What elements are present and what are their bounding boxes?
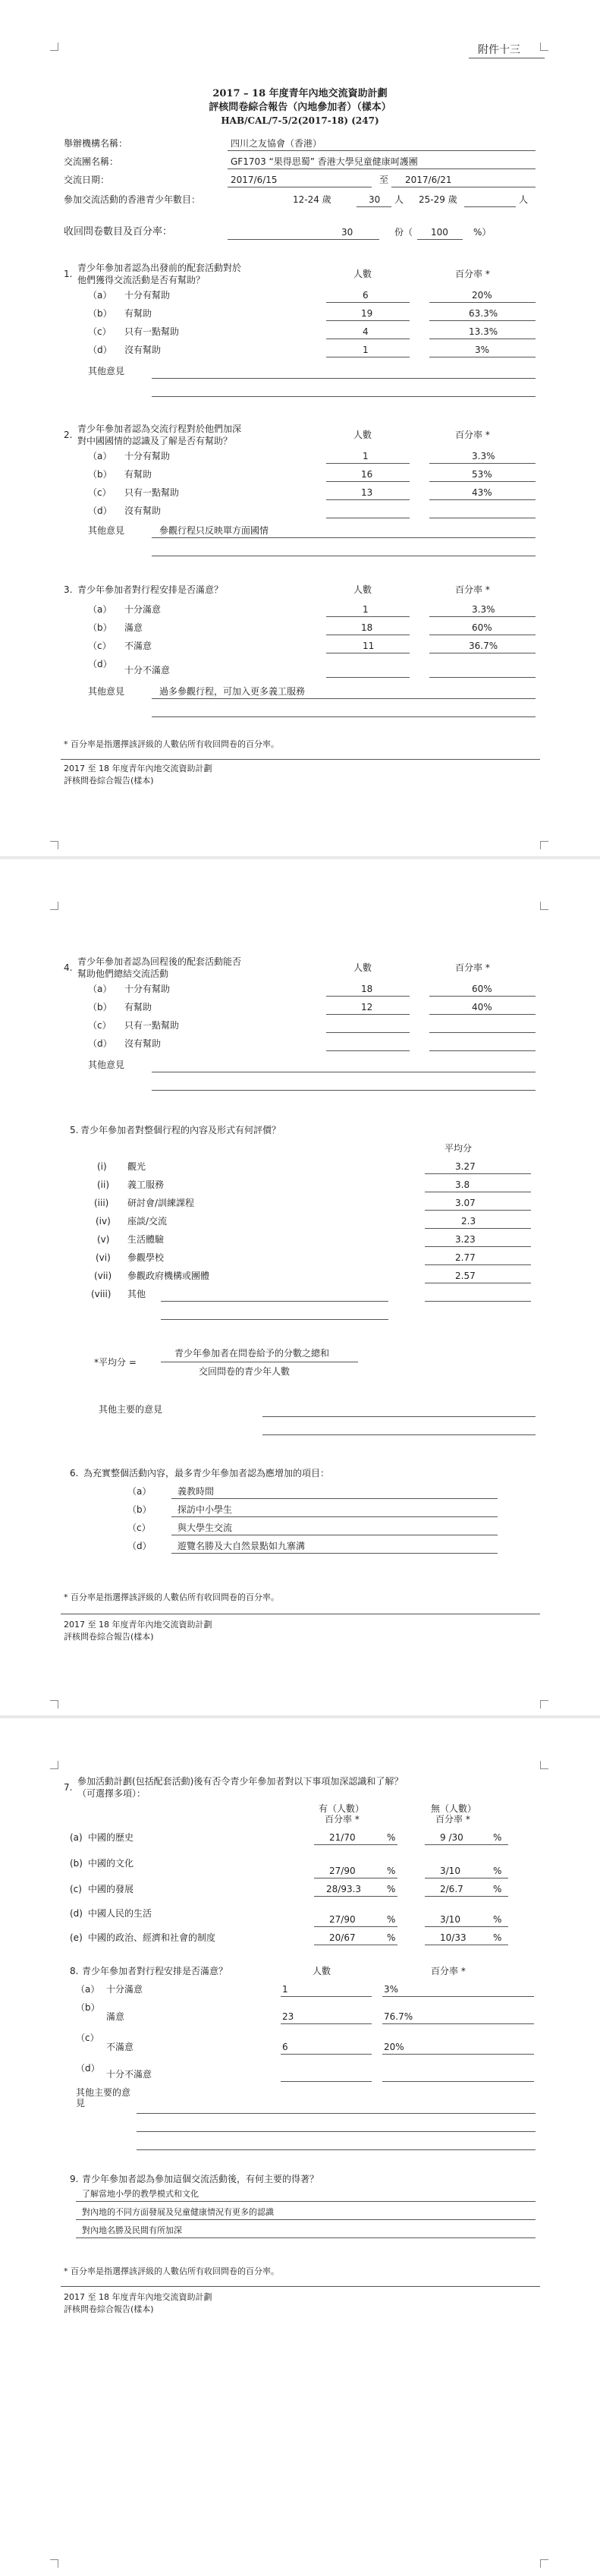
field-line (152, 698, 536, 699)
crop-mark (540, 841, 548, 849)
q8-opt-a-label: 十分滿意 (106, 1984, 143, 1995)
q5-item-6-score: 2.77 (455, 1252, 476, 1263)
q2-text-line2: 對中國國情的認識及了解是否有幫助？ (77, 436, 233, 446)
q3-opt-c-label: 不滿意 (124, 641, 152, 651)
field-line (326, 996, 410, 997)
crop-mark (540, 902, 548, 910)
q7-item-d-yes-unit: % (387, 1914, 396, 1925)
field-line (429, 463, 536, 464)
field-line (152, 537, 536, 538)
q6-item-c-value: 與大學生交流 (177, 1523, 233, 1533)
q5-item-7-score: 2.57 (455, 1271, 476, 1281)
q5-item-7-label: 參觀政府機構或團體 (127, 1271, 210, 1281)
q3-opt-b-count: 18 (361, 622, 373, 633)
q7-item-c-yes-unit: % (387, 1884, 396, 1894)
q4-pct-header: 百分率 * (455, 962, 490, 973)
age-range-1: 12-24 歲 (293, 194, 331, 205)
field-line (314, 1896, 397, 1897)
q2-opt-a-pct: 3.3% (472, 451, 495, 461)
field-line (425, 1896, 508, 1897)
q8-opt-d-key: （d） (76, 2063, 100, 2074)
field-line (382, 1996, 534, 1997)
q5-item-8-label: 其他 (127, 1289, 146, 1299)
q9-answer-3: 對內地名勝及民間有所加深 (82, 2225, 182, 2235)
field-line (171, 1553, 498, 1554)
field-line (262, 1416, 536, 1417)
q8-opt-a-key: （a） (76, 1984, 100, 1995)
q6-item-d-value: 遊覽名勝及大自然景點如九寨溝 (177, 1541, 306, 1551)
q7-item-d-key: (d) (70, 1908, 83, 1919)
q8-text: 青少年參加者對行程安排是否滿意？ (82, 1966, 228, 1976)
footer-line1: 2017 至 18 年度青年內地交流資助計劃 (64, 764, 212, 773)
age-range-1-count: 30 (369, 194, 381, 205)
q3-count-header: 人數 (353, 584, 372, 595)
q7-item-c-no-unit: % (493, 1884, 502, 1894)
date-to-label: 至 (379, 175, 389, 185)
field-line (326, 1050, 410, 1051)
field-line (429, 996, 536, 997)
q3-opt-c-key: （c） (88, 641, 112, 651)
field-line (161, 1301, 388, 1302)
q1-opt-d-count: 1 (363, 345, 369, 355)
q1-opt-d-key: （d） (88, 345, 112, 355)
q5-item-4-score: 2.3 (461, 1216, 476, 1227)
footer-line1: 2017 至 18 年度青年內地交流資助計劃 (64, 2292, 212, 2302)
q6-item-b-key: （b） (127, 1504, 152, 1515)
q8-opt-b-count: 23 (282, 2011, 294, 2022)
field-line (326, 1032, 410, 1033)
participant-count-label: 參加交流活動的香港青少年數目： (64, 194, 201, 205)
q5-item-5-label: 生活體驗 (127, 1234, 165, 1245)
annex-label: 附件十三 (478, 44, 520, 56)
q8-opt-b-key: （b） (76, 2002, 100, 2013)
q1-text-line1: 青少年參加者認為出發前的配套活動對於 (77, 263, 242, 273)
q7-item-e-yes-unit: % (387, 1932, 396, 1943)
q7-text-line1: 參加活動計劃(包括配套活動)後有否令青少年參加者對以下事項加深認識和了解？ (77, 1776, 404, 1787)
q6-item-c-key: （c） (127, 1523, 151, 1533)
q7-yes-header: 有（人數） (319, 1803, 365, 1814)
q2-opt-c-count: 13 (361, 487, 373, 498)
q2-pct-header: 百分率 * (455, 430, 490, 440)
field-line (281, 1996, 372, 1997)
q7-item-e-key: (e) (70, 1932, 83, 1943)
q3-opt-a-key: （a） (88, 604, 112, 615)
q4-text-line1: 青少年參加者認為回程後的配套活動能否 (77, 956, 242, 967)
q7-item-d-label: 中國人民的生活 (88, 1908, 152, 1919)
return-pct-unit: %） (473, 227, 492, 238)
field-line (326, 1014, 410, 1015)
q6-item-d-key: （d） (127, 1541, 152, 1551)
org-label: 舉辦機構名稱： (64, 138, 128, 149)
age-range-2: 25-29 歲 (419, 194, 457, 205)
q8-opt-c-key: （c） (76, 2033, 99, 2043)
q8-pct-header: 百分率 * (431, 1966, 466, 1976)
field-line (137, 2149, 536, 2150)
q4-opt-c-label: 只有一點幫助 (124, 1020, 180, 1031)
q2-other-value: 參觀行程只反映單方面國情 (159, 525, 269, 536)
q3-other-value: 過多參觀行程，可加入更多義工服務 (159, 686, 306, 697)
field-line (429, 677, 536, 678)
date-label: 交流日期： (64, 175, 110, 185)
field-line (464, 206, 516, 207)
date-to: 2017/6/21 (405, 175, 452, 185)
q5-text: 青少年參加者對整個行程的內容及形式有何評價？ (80, 1125, 281, 1135)
q3-opt-a-count: 1 (363, 604, 369, 615)
q1-opt-b-key: （b） (88, 308, 112, 319)
field-line (281, 2081, 372, 2082)
q4-opt-b-count: 12 (361, 1002, 373, 1012)
q3-number: 3. (64, 584, 73, 595)
q4-other-label: 其他意見 (88, 1060, 125, 1070)
field-line (417, 239, 463, 240)
report-subtitle: 評核問卷綜合報告（內地參加者）（樣本） (209, 102, 391, 113)
q5-item-4-key: (iv) (96, 1216, 111, 1227)
q5-item-2-label: 義工服務 (127, 1179, 165, 1190)
q5-avg-numerator: 青少年參加者在問卷給予的分數之總和 (174, 1348, 330, 1359)
q7-item-c-label: 中國的發展 (88, 1884, 134, 1894)
age-range-2-unit: 人 (519, 194, 529, 205)
q4-opt-a-pct: 60% (472, 984, 492, 994)
footer-rule (61, 2286, 540, 2287)
q1-opt-c-label: 只有一點幫助 (124, 326, 180, 337)
q7-item-a-yes-unit: % (387, 1832, 396, 1843)
q1-opt-a-pct: 20% (472, 290, 492, 301)
q3-opt-d-key: （d） (88, 659, 112, 669)
field-line (228, 150, 536, 151)
field-line (326, 481, 410, 482)
q7-item-c-no: 2/6.7 (440, 1884, 463, 1894)
q2-opt-c-label: 只有一點幫助 (124, 487, 180, 498)
q2-opt-c-pct: 43% (472, 487, 492, 498)
q3-opt-c-count: 11 (363, 641, 375, 651)
field-line (152, 396, 536, 397)
q7-yes-pct-header: 百分率 * (325, 1814, 360, 1825)
q3-opt-b-pct: 60% (472, 622, 492, 633)
q7-item-e-no-unit: % (493, 1932, 502, 1943)
field-line (326, 616, 410, 617)
q7-item-a-label: 中國的歷史 (88, 1832, 134, 1843)
q9-answer-1: 了解當地小學的教學模式和文化 (82, 2189, 199, 2199)
crop-mark (540, 2559, 548, 2568)
footer-line2: 評核問卷綜合報告(樣本) (64, 776, 154, 786)
q7-item-a-key: (a) (70, 1832, 83, 1843)
q4-number: 4. (64, 962, 73, 973)
field-line (382, 2023, 534, 2024)
crop-mark (540, 43, 548, 51)
q4-opt-b-label: 有幫助 (124, 1002, 152, 1012)
q3-opt-d-label: 十分不滿意 (124, 665, 171, 675)
q4-count-header: 人數 (353, 962, 372, 973)
q5-item-6-key: (vi) (96, 1252, 111, 1263)
q8-count-header: 人數 (313, 1966, 331, 1976)
q7-item-b-label: 中國的文化 (88, 1858, 134, 1869)
footnote: * 百分率是指選擇該評級的人數佔所有收回問卷的百分率。 (64, 2266, 279, 2276)
field-line (425, 1844, 508, 1845)
field-line (137, 2131, 536, 2132)
q4-opt-d-label: 沒有幫助 (124, 1038, 162, 1049)
field-line (326, 302, 410, 303)
footer-line2: 評核問卷綜合報告(樣本) (64, 1632, 154, 1642)
q6-number: 6. (70, 1468, 79, 1479)
q9-answer-2: 對內地的不同方面發展及兒童健康情況有更多的認識 (82, 2207, 274, 2217)
q8-opt-c-pct: 20% (384, 2042, 404, 2052)
field-line (425, 1210, 531, 1211)
q7-item-b-yes: 27/90 (329, 1866, 356, 1876)
field-line (152, 378, 536, 379)
q2-opt-b-pct: 53% (472, 469, 492, 480)
q6-item-a-key: （a） (127, 1486, 152, 1497)
q1-opt-d-label: 沒有幫助 (124, 345, 162, 355)
field-line (429, 499, 536, 500)
q7-item-a-yes: 21/70 (329, 1832, 356, 1843)
q6-item-a-value: 義教時間 (177, 1486, 215, 1497)
q6-text: 為充實整個活動內容，最多青少年參加者認為應增加的項目： (83, 1468, 330, 1479)
q7-item-e-label: 中國的政治、經濟和社會的制度 (88, 1932, 216, 1943)
q5-item-1-score: 3.27 (455, 1161, 476, 1172)
crop-mark (540, 1761, 548, 1769)
q3-opt-b-label: 滿意 (124, 622, 143, 633)
q3-text-line1: 青少年參加者對行程安排是否滿意？ (77, 584, 224, 595)
field-line (76, 2201, 536, 2202)
q8-number: 8. (70, 1966, 79, 1976)
q7-item-e-yes: 20/67 (329, 1932, 356, 1943)
return-pct: 100 (431, 227, 448, 238)
field-line (425, 1926, 508, 1927)
field-line (429, 481, 536, 482)
q3-opt-a-pct: 3.3% (472, 604, 495, 615)
q9-text: 青少年參加者認為參加這個交流活動後，有何主要的得著？ (82, 2174, 319, 2184)
q7-item-d-yes: 27/90 (329, 1914, 356, 1925)
report-page-3 (0, 1718, 600, 2576)
q3-opt-c-pct: 36.7% (469, 641, 498, 651)
q2-count-header: 人數 (353, 430, 372, 440)
org-value: 四川之友協會（香港） (231, 138, 322, 149)
field-line (262, 1434, 536, 1435)
q1-opt-a-count: 6 (363, 290, 369, 301)
q2-opt-b-label: 有幫助 (124, 469, 152, 480)
footer-line1: 2017 至 18 年度青年內地交流資助計劃 (64, 1620, 212, 1630)
return-count: 30 (341, 227, 353, 238)
q5-item-4-label: 座談/交流 (127, 1216, 168, 1227)
field-line (171, 1516, 498, 1517)
q7-item-a-no-unit: % (493, 1832, 502, 1843)
q2-text-line1: 青少年參加者認為交流行程對於他們加深 (77, 424, 242, 434)
q1-text-line2: 他們獲得交流活動是否有幫助？ (77, 275, 206, 285)
field-line (429, 302, 536, 303)
q1-count-header: 人數 (353, 269, 372, 279)
field-line (161, 1319, 388, 1320)
q7-text-line2: （可選擇多項）： (77, 1788, 146, 1799)
q5-item-5-score: 3.23 (455, 1234, 476, 1245)
q2-opt-a-label: 十分有幫助 (124, 451, 171, 461)
field-line (326, 463, 410, 464)
field-line (76, 2219, 536, 2220)
field-line (152, 1090, 536, 1091)
q1-opt-c-key: （c） (88, 326, 112, 337)
q1-other-label: 其他意見 (88, 366, 125, 376)
field-line (425, 1301, 531, 1302)
q8-opt-b-label: 滿意 (106, 2011, 125, 2022)
q9-number: 9. (70, 2174, 79, 2184)
q4-opt-a-key: （a） (88, 984, 112, 994)
field-line (429, 616, 536, 617)
crop-mark (540, 1700, 548, 1708)
q8-opt-c-count: 6 (282, 2042, 288, 2052)
field-line (357, 206, 391, 207)
field-line (425, 1264, 531, 1265)
field-line (228, 239, 379, 240)
q1-opt-b-count: 19 (361, 308, 373, 319)
q5-item-1-key: (i) (97, 1161, 107, 1172)
q4-opt-a-label: 十分有幫助 (124, 984, 171, 994)
field-line (429, 1050, 536, 1051)
q5-item-8-key: (viii) (91, 1289, 112, 1299)
q5-item-3-score: 3.07 (455, 1198, 476, 1208)
q5-score-header: 平均分 (445, 1143, 473, 1154)
q7-item-b-no-unit: % (493, 1866, 502, 1876)
field-line (326, 320, 410, 321)
q4-text-line2: 幫助他們總結交流活動 (77, 968, 169, 979)
q3-opt-a-label: 十分滿意 (124, 604, 162, 615)
q2-opt-d-key: （d） (88, 505, 112, 516)
q5-item-1-label: 觀光 (127, 1161, 146, 1172)
q5-item-7-key: (vii) (94, 1271, 112, 1281)
q7-item-c-key: (c) (70, 1884, 82, 1894)
field-line (171, 1498, 498, 1499)
footnote: * 百分率是指選擇該評級的人數佔所有收回問卷的百分率。 (64, 739, 279, 749)
q8-opt-c-label: 不滿意 (106, 2042, 134, 2052)
footer-rule (61, 759, 540, 760)
q2-opt-d-label: 沒有幫助 (124, 505, 162, 516)
q5-avg-label: *平均分 = (94, 1357, 137, 1368)
return-unit: 份（ (394, 227, 413, 238)
field-line (281, 2023, 372, 2024)
footer-line2: 評核問卷綜合報告(樣本) (64, 2304, 154, 2314)
q5-item-2-score: 3.8 (455, 1179, 470, 1190)
q2-opt-b-key: （b） (88, 469, 112, 480)
q1-opt-c-count: 4 (363, 326, 369, 337)
crop-mark (50, 43, 58, 51)
field-line (429, 1014, 536, 1015)
q1-opt-b-pct: 63.3% (469, 308, 498, 319)
q8-opt-a-pct: 3% (384, 1984, 399, 1995)
field-line (326, 677, 410, 678)
report-page-2 (0, 859, 600, 1715)
q4-opt-a-count: 18 (361, 984, 373, 994)
q4-opt-b-pct: 40% (472, 1002, 492, 1012)
field-line (425, 1246, 531, 1247)
footnote: * 百分率是指選擇該評級的人數佔所有收回問卷的百分率。 (64, 1592, 279, 1602)
field-line (76, 2237, 536, 2238)
q3-other-label: 其他意見 (88, 686, 125, 697)
program-value: GF1703 “果得思蜀” 香港大學兒童健康呵護團 (231, 156, 418, 167)
field-line (429, 1032, 536, 1033)
field-line (137, 2113, 536, 2114)
field-line (314, 1844, 397, 1845)
q1-pct-header: 百分率 * (455, 269, 490, 279)
q4-opt-b-key: （b） (88, 1002, 112, 1012)
q5-avg-denominator: 交回問卷的青少年人數 (199, 1366, 291, 1377)
crop-mark (50, 902, 58, 910)
q5-item-6-label: 參觀學校 (127, 1252, 165, 1263)
report-reference: HAB/CAL/7-5/2(2017-18) (247) (221, 115, 379, 126)
q5-item-3-label: 研討會/訓練課程 (127, 1198, 195, 1208)
return-label: 收回問卷數目及百分率： (64, 226, 173, 238)
field-line (152, 716, 536, 717)
crop-mark (50, 1761, 58, 1769)
q8-opt-d-label: 十分不滿意 (106, 2069, 152, 2080)
field-line (314, 1926, 397, 1927)
age-range-1-unit: 人 (394, 194, 404, 205)
crop-mark (50, 841, 58, 849)
q7-item-b-no: 3/10 (440, 1866, 460, 1876)
q1-opt-b-label: 有幫助 (124, 308, 152, 319)
q1-opt-a-key: （a） (88, 290, 112, 301)
q3-pct-header: 百分率 * (455, 584, 490, 595)
q7-item-d-no-unit: % (493, 1914, 502, 1925)
field-line (228, 168, 536, 169)
q7-item-b-yes-unit: % (387, 1866, 396, 1876)
q2-opt-b-count: 16 (361, 469, 373, 480)
q1-opt-d-pct: 3% (475, 345, 490, 355)
q2-other-label: 其他意見 (88, 525, 125, 536)
q7-no-header: 無（人數） (431, 1803, 477, 1814)
q7-item-e-no: 10/33 (440, 1932, 466, 1943)
q6-item-b-value: 探訪中小學生 (177, 1504, 233, 1515)
q5-number: 5. (70, 1125, 79, 1135)
report-page-1 (0, 0, 600, 856)
q8-opt-a-count: 1 (282, 1984, 288, 1995)
q1-number: 1. (64, 269, 73, 279)
q2-number: 2. (64, 430, 73, 440)
q8-other-label: 其他主要的意見 (76, 2087, 131, 2109)
date-from: 2017/6/15 (231, 175, 278, 185)
q5-other-label: 其他主要的意見 (99, 1404, 163, 1415)
field-line (382, 2081, 534, 2082)
q3-opt-b-key: （b） (88, 622, 112, 633)
crop-mark (50, 1700, 58, 1708)
q8-opt-b-pct: 76.7% (384, 2011, 413, 2022)
q2-opt-a-count: 1 (363, 451, 369, 461)
field-line (425, 1173, 531, 1174)
crop-mark (50, 2559, 58, 2568)
q2-opt-a-key: （a） (88, 451, 112, 461)
q1-opt-a-label: 十分有幫助 (124, 290, 171, 301)
q7-item-d-no: 3/10 (440, 1914, 460, 1925)
field-line (382, 2054, 534, 2055)
q7-number: 7. (64, 1782, 73, 1793)
field-line (281, 2054, 372, 2055)
report-title: 2017 – 18 年度青年內地交流資助計劃 (212, 88, 388, 99)
q4-opt-c-key: （c） (88, 1020, 112, 1031)
q7-item-a-no: 9 /30 (440, 1832, 463, 1843)
q1-opt-c-pct: 13.3% (469, 326, 498, 337)
field-line (326, 499, 410, 500)
q5-item-3-key: (iii) (94, 1198, 109, 1208)
q2-opt-c-key: （c） (88, 487, 112, 498)
field-line (429, 320, 536, 321)
q5-item-2-key: (ii) (97, 1179, 110, 1190)
q7-item-b-key: (b) (70, 1858, 83, 1869)
q5-item-5-key: (v) (97, 1234, 110, 1245)
program-label: 交流團名稱： (64, 156, 119, 167)
q7-item-c-yes: 28/93.3 (326, 1884, 362, 1894)
q7-no-pct-header: 百分率 * (435, 1814, 470, 1825)
field-line (425, 1228, 531, 1229)
q4-opt-d-key: （d） (88, 1038, 112, 1049)
